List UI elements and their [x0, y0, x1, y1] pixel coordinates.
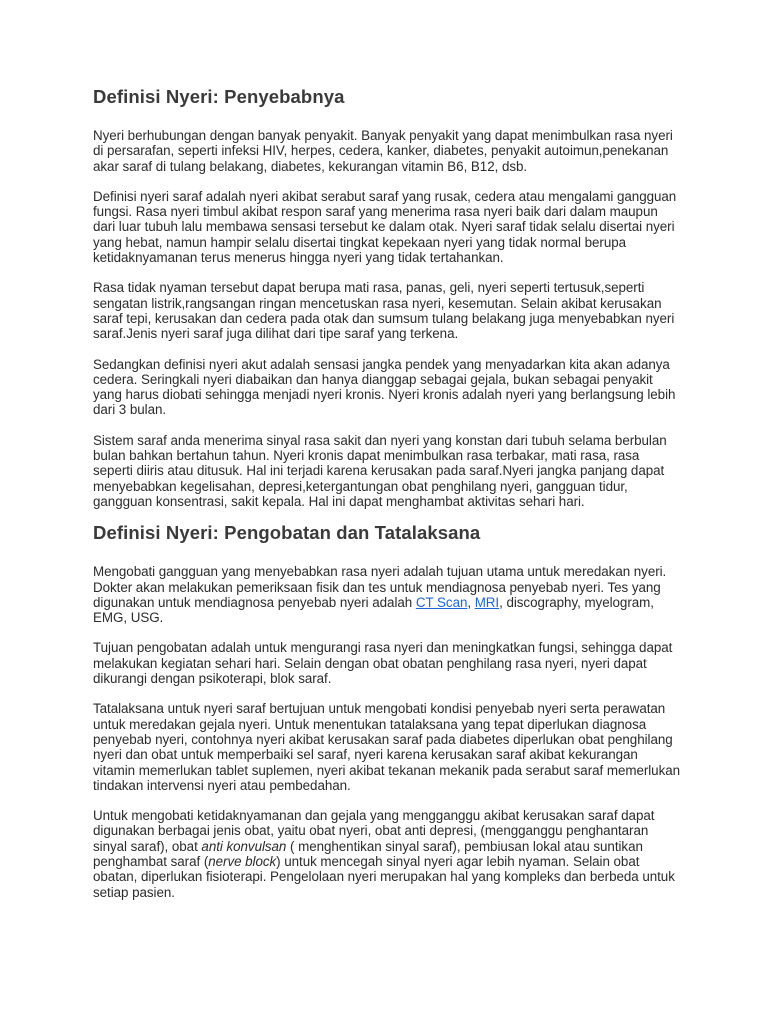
paragraph-penyebab-5: Sistem saraf anda menerima sinyal rasa sakit dan nyeri yang konstan dari tubuh selama berbulan bulan bahkan bertahun tahun. Nyeri kronis dapat menimbulkan rasa terbakar, mati rasa, rasa seperti diiris atau ditusuk. Hal ini terjadi karena kerusakan pada saraf.Nyeri jangka panjang dapat menyebabkan kegelisahan, depresi,ketergantungan obat penghilang nyeri, gangguan tidur, gangguan konsentrasi, sakit kepala. Hal ini dapat menghambat aktivitas sehari hari. [93, 432, 667, 509]
paragraph-pengobatan-1 [93, 564, 681, 625]
paragraph-penyebab-1: Nyeri berhubungan dengan banyak penyakit. Banyak penyakit yang dapat menimbulkan rasa nyeri di persarafan, seperti infeksi HIV, herpes, cedera, kanker, diabetes, penyakit autoimun,penekanan akar saraf di tulang belakang, diabetes, kekurangan vitamin B6, B12, dsb. [93, 128, 673, 174]
section-heading-penyebab: Definisi Nyeri: Penyebabnya [93, 86, 345, 107]
paragraph-penyebab-2: Definisi nyeri saraf adalah nyeri akibat serabut saraf yang rusak, cedera atau mengalami gangguan fungsi. Rasa nyeri timbul akibat respon saraf yang menerima rasa nyeri baik dari dalam maupun dari luar tubuh lalu membawa sensasi tersebut ke dalam otak. Nyeri saraf tidak selalu disertai nyeri yang hebat, namun hampir selalu disertai tingkat kepekaan nyeri yang tidak normal berupa ketidaknyamanan terus menerus hingga nyeri yang tidak tertahankan. [93, 188, 677, 266]
paragraph-pengobatan-4 [93, 808, 681, 900]
mri-link[interactable]: MRI [474, 594, 500, 610]
ct-scan-link[interactable]: CT Scan [415, 594, 468, 610]
paragraph-penyebab-4: Sedangkan definisi nyeri akut adalah sensasi jangka pendek yang menyadarkan kita akan adanya cedera. Seringkali nyeri diabaikan dan hanya dianggap sebagai gejala, bukan sebagai penyakit yang harus diobati sehingga menjadi nyeri kronis. Nyeri kronis adalah nyeri yang berlangsung lebih dari 3 bulan. [93, 356, 676, 418]
paragraph-text: Untuk mengobati ketidaknyamanan dan gejala yang mengganggu akibat kerusakan saraf dapat digunakan berbagai jenis obat, yaitu obat nyeri, obat anti depresi, (mengganggu penghantaran sinyal saraf), obat [93, 808, 655, 854]
section-heading-pengobatan: Definisi Nyeri: Pengobatan dan Tatalaksana [93, 522, 481, 544]
article [93, 85, 681, 915]
paragraph-text: , discography, myelogram, EMG, USG. [93, 594, 654, 626]
paragraph-text: ) untuk mencegah sinyal nyeri agar lebih nyaman. Selain obat obatan, diperlukan fisioterapi. Pengelolaan nyeri merupakan hal yang kompleks dan berbeda untuk setiap pasien. [93, 853, 675, 900]
italic-term-anti-konvulsan: anti konvulsan [201, 838, 287, 854]
link-separator: , [467, 594, 475, 610]
paragraph-pengobatan-2: Tujuan pengobatan adalah untuk mengurangi rasa nyeri dan meningkatkan fungsi, sehingga dapat melakukan kegiatan sehari hari. Selain dengan obat obatan penghilang rasa nyeri, nyeri dapat dikurangi dengan psikoterapi, blok saraf. [93, 640, 673, 687]
paragraph-penyebab-3: Rasa tidak nyaman tersebut dapat berupa mati rasa, panas, geli, nyeri seperti tertusuk,seperti sengatan listrik,rangsangan ringan mencetuskan rasa nyeri, kesemutan. Selain akibat kerusakan saraf tepi, kerusakan dan cedera pada otak dan sumsum tulang belakang juga menyebabkan nyeri saraf.Jenis nyeri saraf juga dilihat dari tipe saraf yang terkena. [93, 280, 675, 342]
paragraph-text: Mengobati gangguan yang menyebabkan rasa nyeri adalah tujuan utama untuk meredakan nyeri. Dokter akan melakukan pemeriksaan fisik dan tes untuk mendiagnosa penyebab nyeri. Tes yang digunakan untuk mendiagnosa penyebab nyeri adalah [93, 564, 667, 610]
paragraph-text: ( menghentikan sinyal saraf), pembiusan lokal atau suntikan penghambat saraf ( [93, 838, 643, 869]
italic-term-nerve-block: nerve block [208, 853, 277, 869]
paragraph-pengobatan-3: Tatalaksana untuk nyeri saraf bertujuan untuk mengobati kondisi penyebab nyeri serta perawatan untuk meredakan gejala nyeri. Untuk menentukan tatalaksana yang tepat diperlukan diagnosa penyebab nyeri, contohnya nyeri akibat kerusakan saraf pada diabetes diperlukan obat penghilang nyeri dan obat untuk memperbaiki sel saraf, nyeri karena kerusakan saraf akibat kekurangan vitamin memerlukan tablet suplemen, nyeri akibat tekanan mekanik pada serabut saraf memerlukan tindakan intervensi nyeri atau pembedahan. [93, 701, 681, 793]
